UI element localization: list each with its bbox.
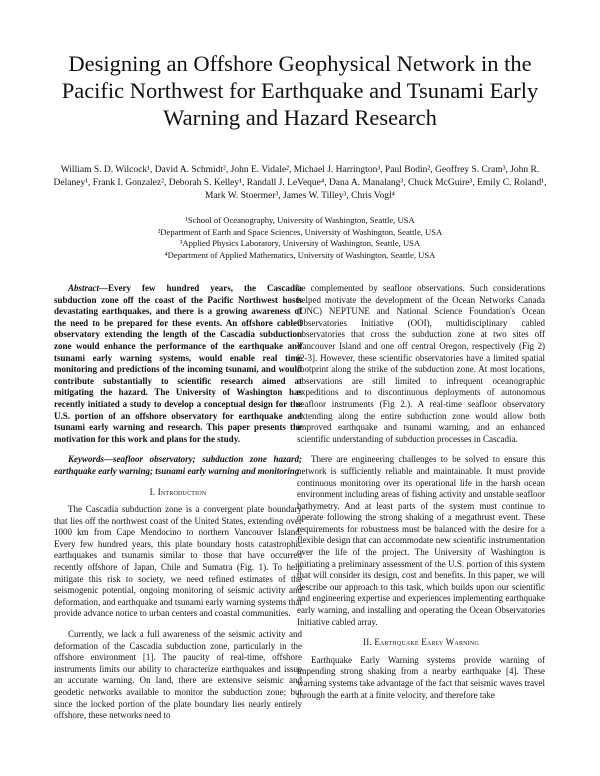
section-heading-earthquake-early-warning [297, 637, 545, 649]
abstract-text: —Every few hundred years, the Cascadia subduction zone off the coast of the Pacific Northwest hosts devastating earthquakes, and there is a growing awareness of the need to be prepared for these events. An offshore cabled observatory extending the length of the Cascadia subduction zone would enhance the performance of the earthquake and tsunami early warning systems, would enable real time monitoring and predictions of the incoming tsunami, and would contribute substantially to scientific research aimed at mitigating the hazard. The University of Washington has recently initiated a study to develop a conceptual design for the U.S. portion of an offshore observatory for earthquake and tsunami early warning and research. This paper presents the motivation for this work and plans for the study. [54, 283, 302, 444]
abstract [54, 283, 302, 445]
author-list: William S. D. Wilcock¹, David A. Schmidt², John E. Vidale², Michael J. Harrington³, Paul Bodin², Geoffrey S. Cram³, John R. Delaney¹, Frank I. Gonzalez², Deborah S. Kelley¹, Randall J. LeVeque⁴, Dana A. Manalang³, Chuck McGuire³, Emily C. Roland¹, Mark W. Stoermer³, James W. Tilley³, Chris Vogl⁴ [53, 165, 547, 201]
affiliations [44, 215, 556, 262]
left-column [54, 283, 302, 722]
intro-paragraph-3: There are engineering challenges to be solved to ensure this network is sufficiently reliable and maintainable. It must provide continuous monitoring over its operational life in the harsh ocean environment including areas of fishing activity and unstable seafloor bathymetry. And at least parts of the system must continue to operate following the strong shaking of a megathrust event. These requirements for robustness must be balanced with the desire for a flexible design that can accommodate new scientific instrumentation over the life of the project. The University of Washington is initiating a preliminary assessment of the U.S. portion of this system that will consider its design, cost and benefits. In this paper, we will describe our approach to this task, which builds upon our scientific and engineering expertise and experiences implementing earthquake early warning, and installing and operating the Ocean Observatories Initiative cabled array. [297, 454, 545, 627]
title-line-2: Pacific Northwest for Earthquake and Tsunami Early [61, 78, 539, 103]
section-title: Earthquake Early Warning [374, 637, 479, 648]
intro-paragraph-1: The Cascadia subduction zone is a convergent plate boundary that lies off the northwest coast of the United States, extending over 1000 km from Cape Mendocino to northern Vancouver Island. Every few hundred years, this plate boundary hosts catastrophic earthquakes and tsunamis similar to those that have occurred recently offshore of Japan, Chile and Sumatra (Fig. 1). To help mitigate this risk to society, we need refined estimates of the seismogenic potential, ongoing monitoring of seismic activity and deformation, and earthquake and tsunami early warning systems that provide advance notice to urban centers and coastal communities. [54, 504, 302, 619]
affiliation-1: ¹School of Oceanography, University of Washington, Seattle, USA [185, 215, 415, 225]
affiliation-3: ³Applied Physics Laboratory, University of Washington, Seattle, USA [179, 238, 421, 249]
keywords-label: Keywords [68, 454, 104, 465]
title-line-3: Warning and Hazard Research [163, 105, 437, 130]
keywords-text: —seafloor observatory; subduction zone hazard; earthquake early warning; tsunami early warning and monitoring [54, 454, 302, 476]
abstract-label: Abstract [68, 283, 100, 293]
intro-paragraph-2: Currently, we lack a full awareness of the seismic activity and deformation of the Cascadia subduction zone, particularly in the offshore environment [1]. The paucity of real-time, offshore instruments limits our ability to characterize earthquakes and issue an accurate warning. On land, there are extensive seismic and geodetic networks available to monitor the subduction zone; but since the locked portion of the plate boundary lies nearly entirely offshore, these networks need to [54, 629, 302, 721]
intro-paragraph-continued: be complemented by seafloor observations. Such considerations helped motivate the development of the Ocean Networks Canada (ONC) NEPTUNE and National Science Foundation's Ocean Observatories Initiative (OOI), multidisciplinary cabled observatories that cross the subduction zone at two sites off Vancouver Island and one off central Oregon, respectively (Fig 2) [2-3]. However, these scientific observatories have a limited spatial footprint along the strike of the subduction zone. At most locations, observations are still limited to infrequent oceanographic expeditions and to discontinuous deployments of autonomous seafloor instruments (Fig 2.). A real-time seafloor observatory extending along the entire subduction zone would allow both improved earthquake and tsunami warning, and an enhanced scientific understanding of subduction processes in Cascadia. [297, 283, 545, 444]
section-numeral: I. [149, 486, 156, 497]
title-line-1: Designing an Offshore Geophysical Network in the [68, 51, 532, 76]
eew-paragraph-1: Earthquake Early Warning systems provide warning of impending strong shaking from a nearby earthquake [4]. These warning systems take advantage of the fact that seismic waves travel through the earth at a finite velocity, and therefore take [297, 654, 545, 700]
section-heading-introduction [54, 487, 302, 499]
right-column [297, 283, 545, 701]
section-numeral: II. [363, 637, 372, 648]
affiliation-4: ⁴Department of Applied Mathematics, University of Washington, Seattle, USA [164, 250, 436, 261]
keywords [54, 454, 302, 477]
affiliation-2: ²Department of Earth and Space Sciences, University of Washington, Seattle, USA [157, 226, 443, 237]
section-title: Introduction [157, 486, 207, 497]
paper-title [40, 50, 560, 131]
